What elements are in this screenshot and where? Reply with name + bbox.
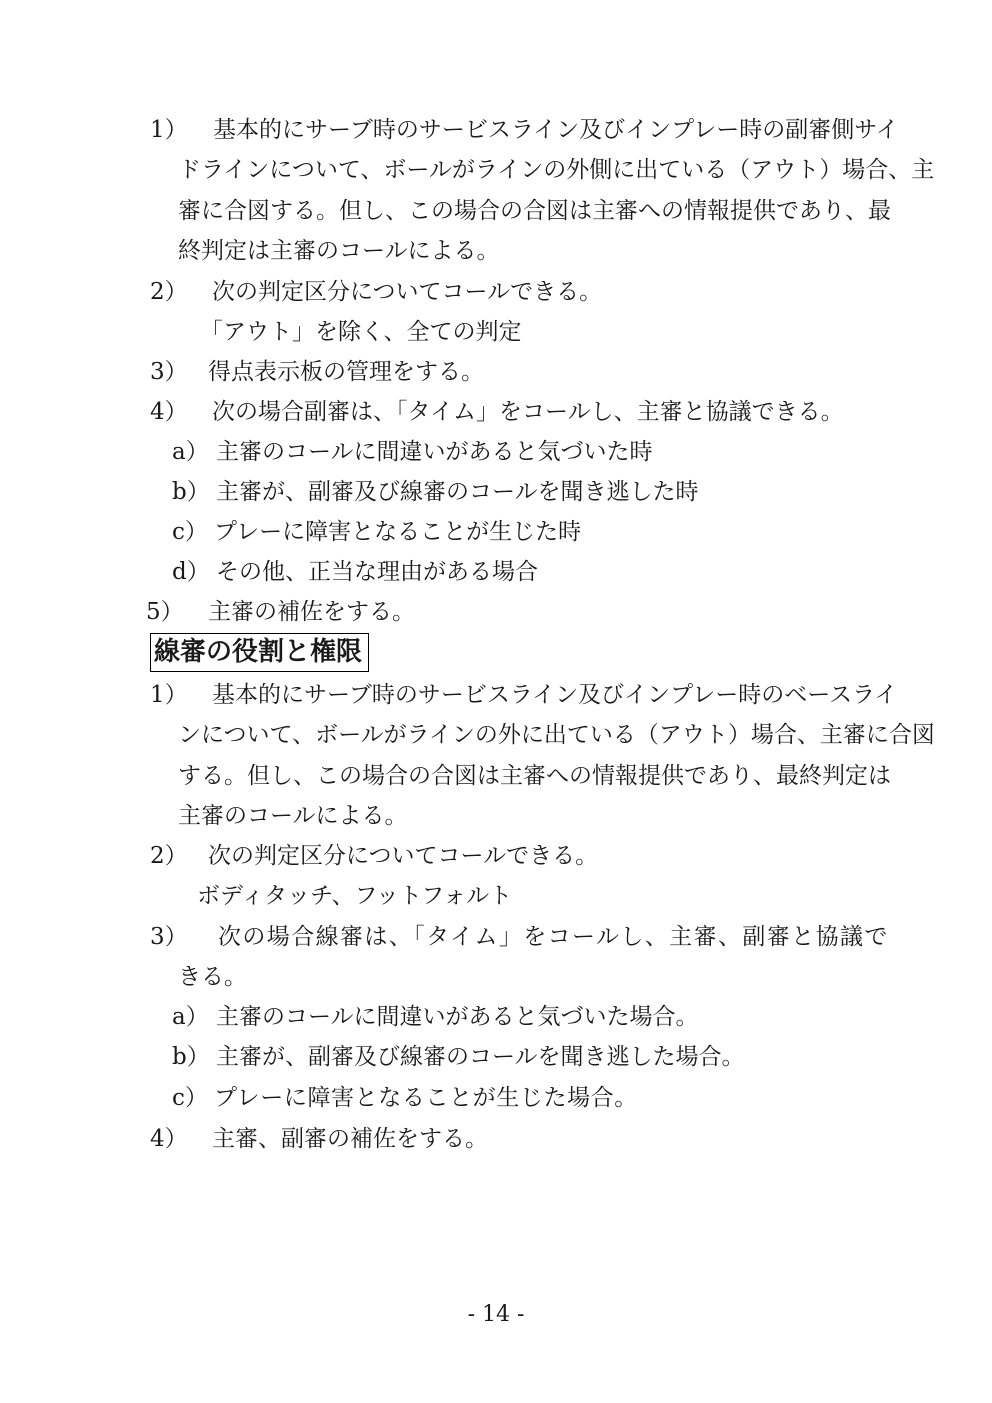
- b-item3-text-1: 次の場合線審は、「タイム」をコールし、主審、副審と協議で: [218, 924, 889, 950]
- a-item1-number: 1）: [150, 117, 188, 143]
- b-item3-sub-b-text: 主審が、副審及び線審のコールを聞き逃した場合。: [216, 1044, 745, 1070]
- b-item1-line4: 主審のコールによる。: [178, 803, 408, 829]
- a-item5-number: 5）: [146, 599, 184, 625]
- a-item5-text: 主審の補佐をする。: [208, 599, 415, 625]
- a-item4-text: 次の場合副審は、「タイム」をコールし、主審と協議できる。: [212, 399, 844, 425]
- a-item4-sub-d-text: その他、正当な理由がある場合: [216, 559, 538, 585]
- a-item2-text: 次の判定区分についてコールできる。: [212, 279, 603, 305]
- b-item2-text: 次の判定区分についてコールできる。: [208, 843, 599, 869]
- a-item4-sub-b-text: 主審が、副審及び線審のコールを聞き逃した時: [216, 479, 699, 505]
- b-item3-number: 3）: [150, 924, 188, 950]
- a-item4-sub-b-label: b）: [172, 479, 210, 505]
- page-number: - 14 -: [467, 1302, 525, 1327]
- b-item3-sub-b-label: b）: [172, 1044, 210, 1070]
- a-item4-number: 4）: [150, 399, 188, 425]
- b-item4: [150, 1124, 488, 1154]
- a-item1-line3: 審に合図する。但し、この場合の合図は主審への情報提供であり、最: [178, 198, 891, 224]
- b-item4-text: 主審、副審の補佐をする。: [212, 1126, 488, 1152]
- b-item3-sub-c-text: プレーに障害となることが生じた場合。: [214, 1085, 638, 1111]
- a-item4: [150, 397, 844, 427]
- b-item3-sub-a: [172, 1002, 699, 1032]
- b-item3-line1: [150, 922, 889, 952]
- b-item3-line2: きる。: [178, 964, 247, 990]
- a-item4-sub-c: [172, 517, 581, 547]
- a-item3-text: 得点表示板の管理をする。: [208, 359, 484, 385]
- b-item3-sub-b: [172, 1042, 745, 1072]
- a-item4-sub-b: [172, 477, 699, 507]
- a-item3-number: 3）: [150, 359, 188, 385]
- b-item3-sub-a-text: 主審のコールに間違いがあると気づいた場合。: [216, 1004, 699, 1030]
- b-item1-line3: する。但し、この場合の合図は主審への情報提供であり、最終判定は: [178, 763, 891, 789]
- b-item1-line1: [150, 680, 897, 710]
- b-item3-sub-a-label: a）: [172, 1004, 209, 1030]
- b-item2-sub: ボディタッチ、フットフォルト: [197, 883, 513, 909]
- a-item4-sub-a-text: 主審のコールに間違いがあると気づいた時: [216, 439, 653, 465]
- a-item4-sub-c-label: c）: [172, 519, 208, 545]
- a-item4-sub-a-label: a）: [172, 439, 209, 465]
- b-item3-sub-c-label: c）: [172, 1085, 208, 1111]
- a-item4-sub-c-text: プレーに障害となることが生じた時: [214, 519, 582, 545]
- b-item1-text-1: 基本的にサーブ時のサービスライン及びインプレー時のベースライ: [212, 682, 898, 708]
- b-item2-number: 2）: [150, 843, 188, 869]
- b-item1-number: 1）: [150, 682, 188, 708]
- b-item4-number: 4）: [150, 1126, 188, 1152]
- b-item2: [150, 841, 598, 871]
- b-item1-line2: ンについて、ボールがラインの外に出ている（アウト）場合、主審に合図: [178, 722, 935, 748]
- a-item1-line1: [150, 115, 899, 145]
- a-item1-line4: 終判定は主審のコールによる。: [178, 238, 500, 264]
- a-item4-sub-a: [172, 437, 653, 467]
- a-item2-number: 2）: [150, 279, 188, 305]
- a-item4-sub-d: [172, 557, 538, 587]
- b-item3-sub-c: [172, 1083, 638, 1113]
- section-heading: 線審の役割と権限: [150, 633, 369, 672]
- a-item1-text-1: 基本的にサーブ時のサービスライン及びインプレー時の副審側サイ: [213, 117, 899, 143]
- a-item2-sub: 「アウト」を除く、全ての判定: [200, 319, 522, 345]
- a-item5: [146, 597, 415, 627]
- a-item1-line2: ドラインについて、ボールがラインの外側に出ている（アウト）場合、主: [178, 157, 935, 183]
- a-item2: [150, 277, 602, 307]
- a-item3: [150, 357, 484, 387]
- a-item4-sub-d-label: d）: [172, 559, 210, 585]
